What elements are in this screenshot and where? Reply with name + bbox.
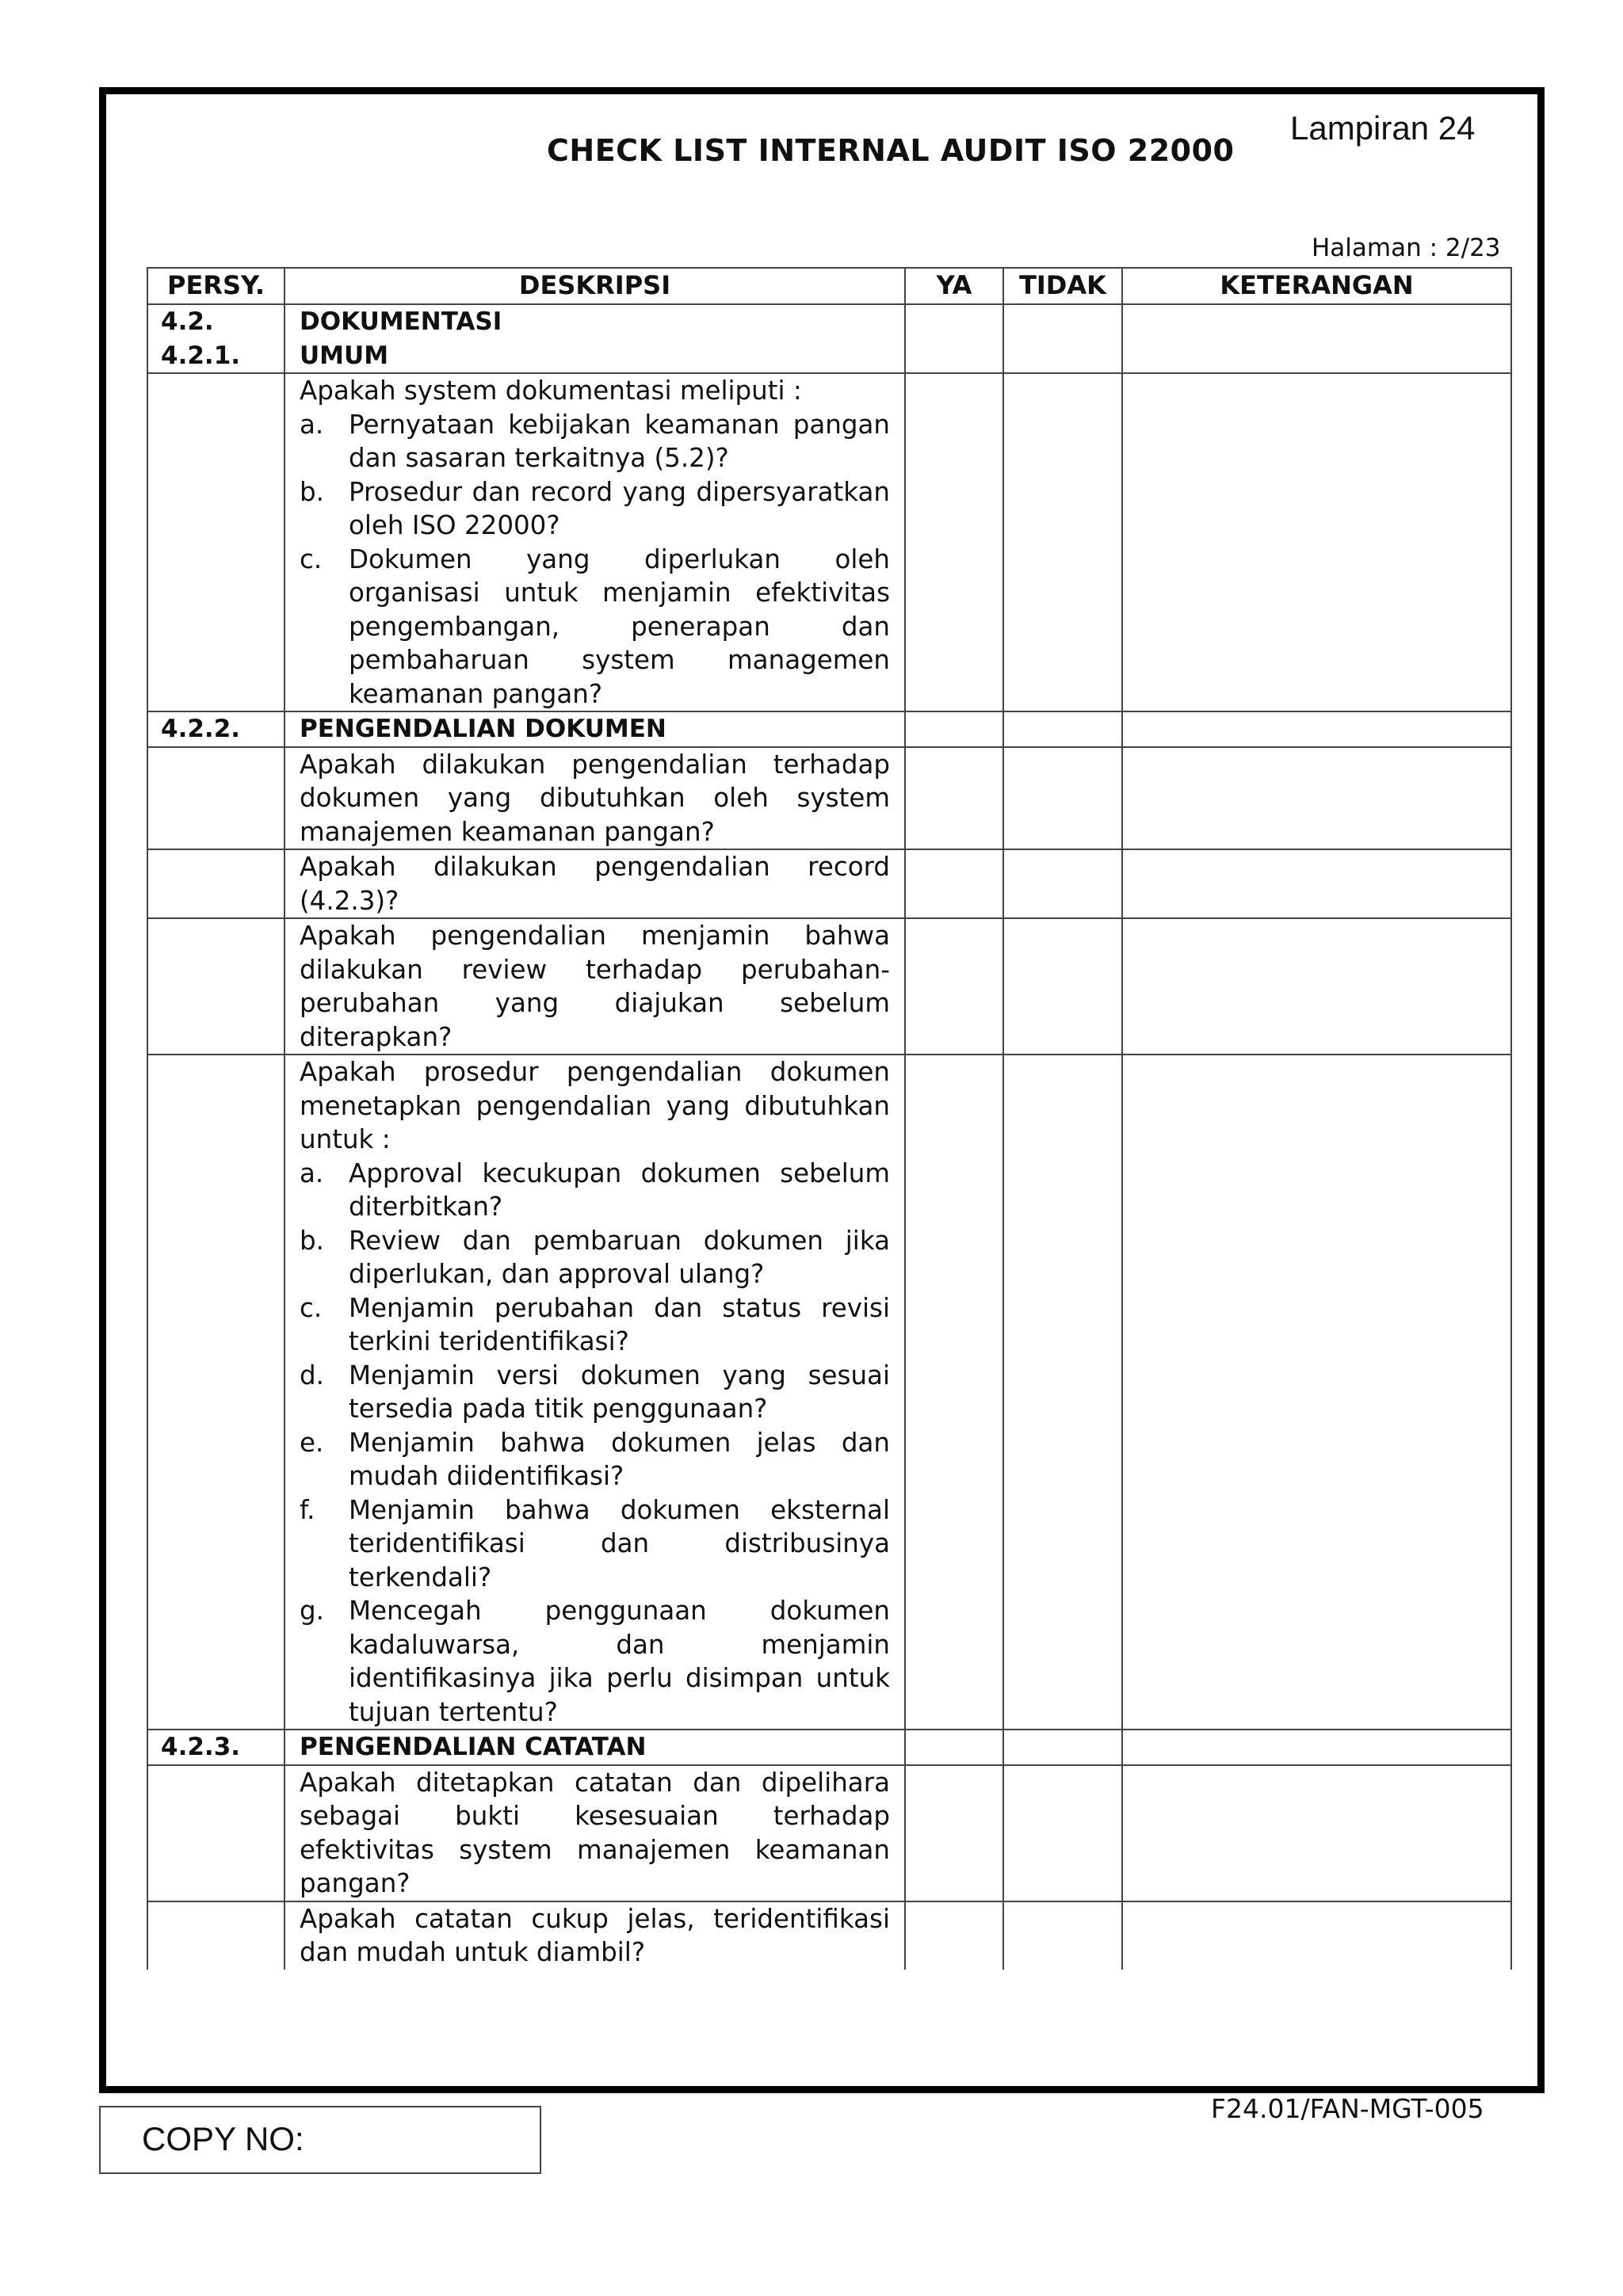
ya-cell[interactable] [905,1730,1003,1765]
table-row [147,1730,1511,1765]
description-cell [285,1901,905,1970]
table-row [147,849,1511,918]
table-row [147,918,1511,1055]
keterangan-cell[interactable] [1122,747,1511,850]
clause-number: 4.2.2. [161,715,241,743]
sub-item-list [300,408,890,711]
list-item [300,1594,890,1729]
ya-cell[interactable] [905,849,1003,918]
section-heading: PENGENDALIAN CATATAN [300,1733,647,1761]
keterangan-cell[interactable] [1122,1730,1511,1765]
item-marker: f. [300,1494,315,1525]
item-marker: c. [300,543,323,574]
copy-number-label: COPY NO: [142,2120,304,2157]
item-text: Dokumen yang diperlukan oleh organisasi untuk menjamin efektivitas pengembangan, penerapan dan pembaharuan system managemen keamanan pangan? [349,543,890,709]
description-cell [285,304,905,373]
tidak-cell[interactable] [1003,1901,1122,1970]
question-text: Apakah dilakukan pengendalian record (4.2.3)? [300,852,890,916]
clause-number: 4.2.1. [161,341,241,370]
clause-cell [147,304,285,373]
table-row [147,1901,1511,1970]
list-item [300,408,890,475]
keterangan-cell[interactable] [1122,918,1511,1055]
tidak-cell[interactable] [1003,849,1122,918]
item-text: Prosedur dan record yang dipersyaratkan oleh ISO 22000? [349,476,890,540]
tidak-cell[interactable] [1003,1765,1122,1901]
question-text: Apakah dilakukan pengendalian terhadap dokumen yang dibutuhkan oleh system manajemen keamanan pangan? [300,749,890,847]
description-cell [285,747,905,850]
list-item [300,1157,890,1224]
ya-cell[interactable] [905,747,1003,850]
form-code: F24.01/FAN-MGT-005 [1211,2093,1484,2124]
column-header-deskripsi: DESKRIPSI [285,268,905,304]
question-text: Apakah pengendalian menjamin bahwa dilakukan review terhadap perubahan-perubahan yang diajukan sebelum diterapkan? [300,921,890,1052]
list-item [300,1493,890,1595]
question-text: Apakah prosedur pengendalian dokumen menetapkan pengendalian yang dibutuhkan untuk : [300,1057,890,1154]
ya-cell[interactable] [905,711,1003,747]
item-text: Review dan pembaruan dokumen jika diperlukan, dan approval ulang? [349,1225,890,1289]
clause-number: 4.2. [161,307,214,336]
document-title: CHECK LIST INTERNAL AUDIT ISO 22000 [547,133,1235,168]
ya-cell[interactable] [905,373,1003,711]
table-row [147,373,1511,711]
clause-cell [147,849,285,918]
table-row [147,747,1511,850]
tidak-cell[interactable] [1003,373,1122,711]
column-header-persy: PERSY. [147,268,285,304]
list-item [300,475,890,543]
description-cell [285,1055,905,1730]
table-header-row [147,268,1511,304]
question-text: Apakah ditetapkan catatan dan dipelihara sebagai bukti kesesuaian terhadap efektivitas system manajemen keamanan pangan? [300,1767,890,1898]
item-marker: g. [300,1596,324,1626]
description-cell [285,849,905,918]
table-row [147,1765,1511,1901]
item-text: Mencegah penggunaan dokumen kadaluwarsa, dan menjamin identifikasinya jika perlu disimpan untuk tujuan tertentu? [349,1596,890,1727]
clause-cell [147,1765,285,1901]
item-text: Menjamin bahwa dokumen eksternal teridentifikasi dan distribusinya terkendali? [349,1494,890,1592]
tidak-cell[interactable] [1003,1055,1122,1730]
question-text: Apakah catatan cukup jelas, teridentifikasi dan mudah untuk diambil? [300,1903,890,1967]
keterangan-cell[interactable] [1122,304,1511,373]
table-row [147,711,1511,747]
item-marker: b. [300,476,324,507]
keterangan-cell[interactable] [1122,1901,1511,1970]
ya-cell[interactable] [905,1765,1003,1901]
keterangan-cell[interactable] [1122,849,1511,918]
description-cell [285,1730,905,1765]
table-row [147,1055,1511,1730]
question-text: Apakah system dokumentasi meliputi : [300,376,802,406]
copy-number-box[interactable] [99,2106,541,2174]
item-marker: b. [300,1225,324,1256]
keterangan-cell[interactable] [1122,1765,1511,1901]
tidak-cell[interactable] [1003,711,1122,747]
tidak-cell[interactable] [1003,1730,1122,1765]
item-text: Menjamin versi dokumen yang sesuai tersedia pada titik penggunaan? [349,1360,890,1424]
section-heading: PENGENDALIAN DOKUMEN [300,715,666,743]
audit-checklist-table [147,267,1512,1970]
keterangan-cell[interactable] [1122,711,1511,747]
description-cell [285,918,905,1055]
list-item [300,543,890,711]
clause-cell [147,747,285,850]
ya-cell[interactable] [905,1901,1003,1970]
clause-number: 4.2.3. [161,1733,241,1761]
keterangan-cell[interactable] [1122,373,1511,711]
ya-cell[interactable] [905,918,1003,1055]
description-cell [285,1765,905,1901]
item-marker: a. [300,1158,324,1188]
clause-cell [147,373,285,711]
table-row [147,304,1511,373]
attachment-label: Lampiran 24 [1290,109,1476,147]
list-item [300,1359,890,1426]
column-header-keterangan: KETERANGAN [1122,268,1511,304]
item-marker: e. [300,1427,324,1458]
clause-cell [147,1055,285,1730]
clause-cell [147,1730,285,1765]
list-item [300,1224,890,1291]
list-item [300,1291,890,1359]
item-text: Approval kecukupan dokumen sebelum diterbitkan? [349,1158,890,1222]
keterangan-cell[interactable] [1122,1055,1511,1730]
description-cell [285,373,905,711]
sub-item-list [300,1157,890,1730]
item-text: Menjamin bahwa dokumen jelas dan mudah diidentifikasi? [349,1427,890,1491]
clause-cell [147,1901,285,1970]
page-number: Halaman : 2/23 [1312,234,1501,262]
tidak-cell[interactable] [1003,747,1122,850]
section-heading: DOKUMENTASI [300,307,502,336]
ya-cell[interactable] [905,1055,1003,1730]
column-header-tidak: TIDAK [1003,268,1122,304]
clause-cell [147,711,285,747]
section-heading: UMUM [300,341,389,370]
column-header-ya: YA [905,268,1003,304]
item-marker: a. [300,409,324,440]
item-marker: c. [300,1292,323,1323]
tidak-cell[interactable] [1003,918,1122,1055]
ya-cell[interactable] [905,304,1003,373]
item-text: Pernyataan kebijakan keamanan pangan dan sasaran terkaitnya (5.2)? [349,409,890,473]
list-item [300,1426,890,1493]
tidak-cell[interactable] [1003,304,1122,373]
clause-cell [147,918,285,1055]
item-text: Menjamin perubahan dan status revisi terkini teridentifikasi? [349,1292,890,1356]
description-cell [285,711,905,747]
item-marker: d. [300,1360,324,1390]
